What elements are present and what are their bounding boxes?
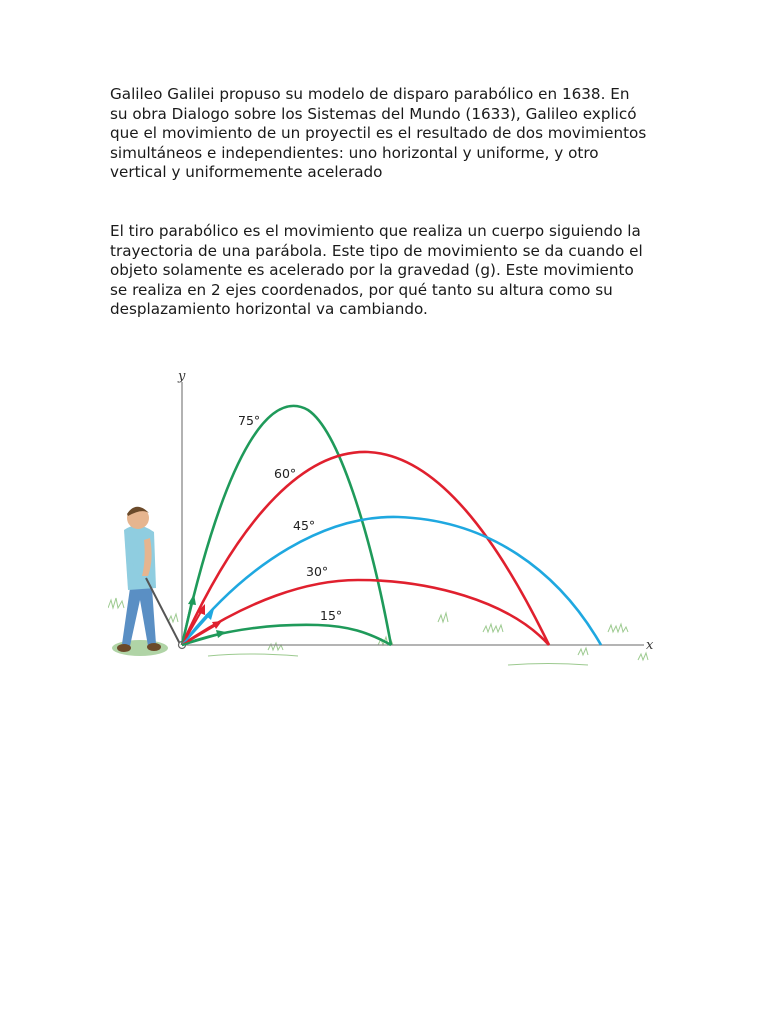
text-line: que el movimiento de un proyectil es el resultado de dos movimientos bbox=[110, 124, 647, 143]
paragraph-galileo bbox=[110, 85, 670, 183]
text-line: su obra Dialogo sobre los Sistemas del Mundo (1633), Galileo explicó bbox=[110, 104, 637, 123]
text-line: vertical y uniformemente acelerado bbox=[110, 163, 383, 182]
angle-label-60: 60° bbox=[274, 466, 297, 481]
text-line: Galileo Galilei propuso su modelo de disparo parabólico en 1638. En bbox=[110, 85, 630, 103]
projectile-diagram bbox=[108, 360, 660, 672]
trajectories bbox=[182, 406, 601, 645]
angle-label-45: 45° bbox=[293, 518, 316, 533]
paragraph-tiro-parabolico bbox=[110, 222, 670, 320]
text-line: trayectoria de una parábola. Este tipo de movimiento se da cuando el bbox=[110, 241, 643, 260]
angle-label-15: 15° bbox=[320, 608, 343, 623]
text-line: desplazamiento horizontal va cambiando. bbox=[110, 300, 428, 319]
y-axis-label: y bbox=[178, 369, 186, 384]
golfer-illustration bbox=[112, 507, 180, 656]
angle-label-75: 75° bbox=[238, 413, 261, 428]
projectile-figure bbox=[108, 360, 660, 672]
trajectory-60 bbox=[182, 452, 549, 645]
axes bbox=[177, 369, 654, 653]
x-axis-label: x bbox=[646, 638, 654, 653]
trajectory-30 bbox=[182, 580, 549, 645]
angle-label-30: 30° bbox=[306, 564, 329, 579]
text-line: simultáneos e independientes: uno horizontal y uniforme, y otro bbox=[110, 143, 599, 162]
text-line: El tiro parabólico es el movimiento que realiza un cuerpo siguiendo la bbox=[110, 222, 641, 240]
text-line: se realiza en 2 ejes coordenados, por qué tanto su altura como su bbox=[110, 280, 613, 299]
text-line: objeto solamente es acelerado por la gravedad (g). Este movimiento bbox=[110, 261, 634, 280]
